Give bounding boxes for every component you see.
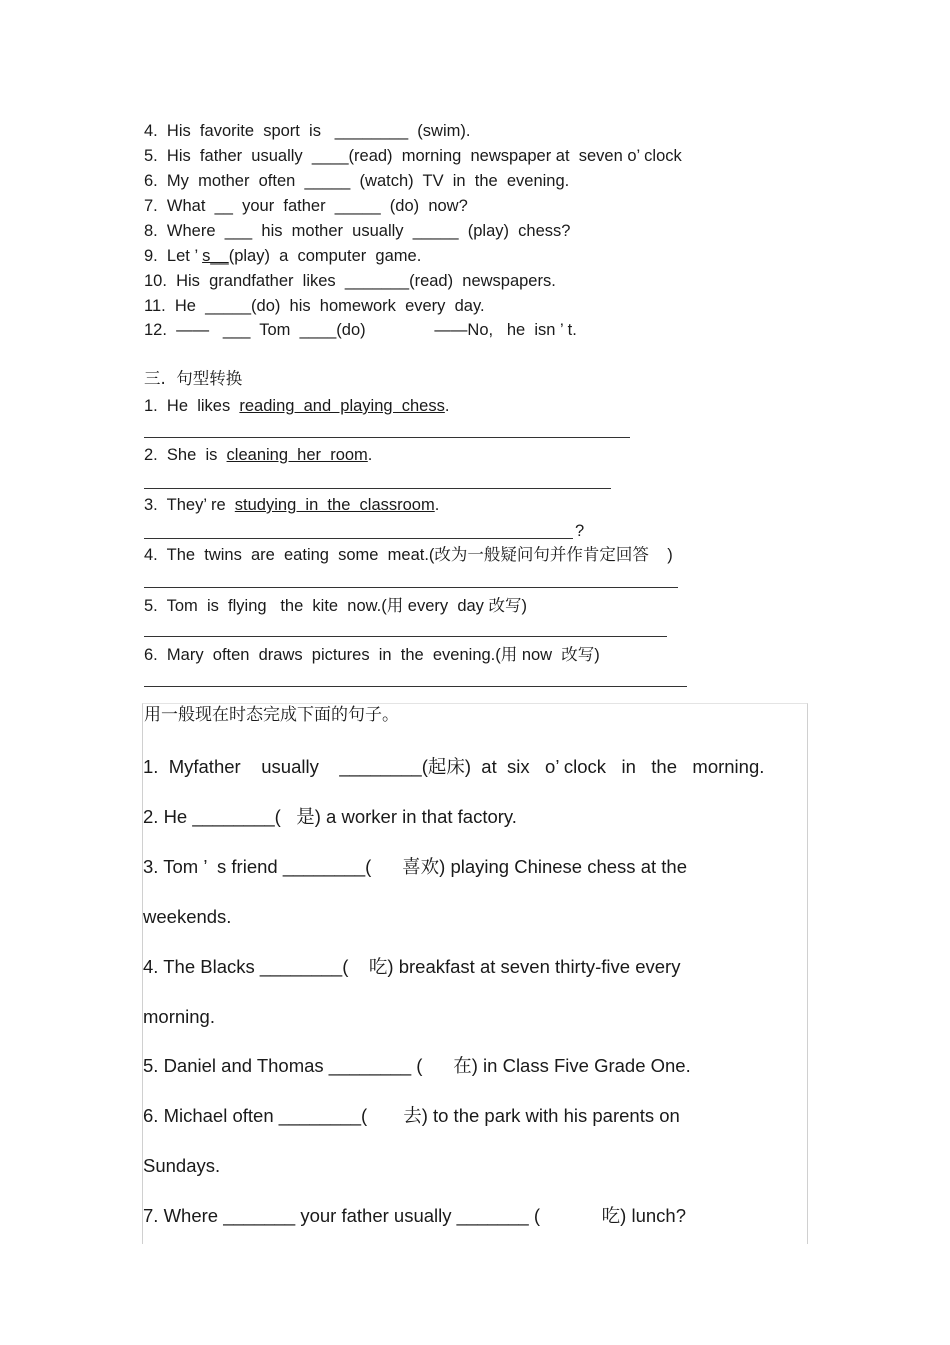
exercise-line-8: 8. Where ___ his mother usually _____ (play) chess? xyxy=(144,222,571,240)
exercise-line-10: 10. His grandfather likes _______(read) newspapers. xyxy=(144,272,556,290)
answer-line-1 xyxy=(144,437,630,438)
transform-item-2: 2. She is cleaning her room. xyxy=(144,446,373,464)
present-line-2: 2. He ________( 是) a worker in that factory. xyxy=(143,806,517,827)
present-line-3-cont: weekends. xyxy=(143,906,232,927)
transform-item-6: 6. Mary often draws pictures in the evening.(用 now 改写) xyxy=(144,646,600,664)
transform-item-5: 5. Tom is flying the kite now.(用 every day 改写) xyxy=(144,597,527,615)
exercise-line-9-start: 9. Let ’ xyxy=(144,247,203,265)
exercise-line-11: 11. He _____(do) his homework every day. xyxy=(144,297,485,315)
present-line-1: 1. Myfather usually ________(起床) at six o’ clock in the morning. xyxy=(143,756,765,777)
answer-line-5 xyxy=(144,636,667,637)
answer-line-6 xyxy=(144,686,687,687)
exercise-line-9 xyxy=(144,246,421,266)
answer-line-4 xyxy=(144,587,678,588)
exercise-line-9-blank: s__ xyxy=(202,247,229,265)
transform-item-1: 1. He likes reading and playing chess. xyxy=(144,397,450,415)
exercise-line-12: 12. —— ___ Tom ____(do) ——No, he isn ’ t. xyxy=(144,321,577,339)
present-line-3: 3. Tom ’ s friend ________( 喜欢) playing Chinese chess at the xyxy=(143,856,687,877)
present-line-5: 5. Daniel and Thomas ________ ( 在) in Class Five Grade One. xyxy=(143,1055,691,1076)
present-line-7: 7. Where _______ your father usually _______ ( 吃) lunch? xyxy=(143,1205,686,1226)
exercise-line-6: 6. My mother often _____ (watch) TV in the evening. xyxy=(144,172,570,190)
present-line-4-cont: morning. xyxy=(143,1006,215,1027)
present-line-6: 6. Michael often ________( 去) to the park with his parents on xyxy=(143,1105,680,1126)
answer-question-mark: ? xyxy=(575,522,585,540)
transform-item-4: 4. The twins are eating some meat.(改为一般疑问句并作肯定回答 ) xyxy=(144,546,673,564)
transform-item-3: 3. They’ re studying in the classroom. xyxy=(144,496,440,514)
exercise-line-5: 5. His father usually ____(read) morning newspaper at seven o’ clock xyxy=(144,147,682,165)
exercise-line-4: 4. His favorite sport is ________ (swim). xyxy=(144,122,471,140)
answer-line-2 xyxy=(144,488,611,489)
present-line-6-cont: Sundays. xyxy=(143,1155,221,1176)
section-title-present-tense: 用一般现在时态完成下面的句子。 xyxy=(144,705,399,725)
present-line-4: 4. The Blacks ________( 吃) breakfast at seven thirty-five every xyxy=(143,956,681,977)
answer-line-3 xyxy=(144,538,573,539)
section-title-transform: 三. 句型转换 xyxy=(144,369,243,388)
exercise-line-7: 7. What __ your father _____ (do) now? xyxy=(144,197,468,215)
exercise-line-9-end: (play) a computer game. xyxy=(228,247,422,265)
